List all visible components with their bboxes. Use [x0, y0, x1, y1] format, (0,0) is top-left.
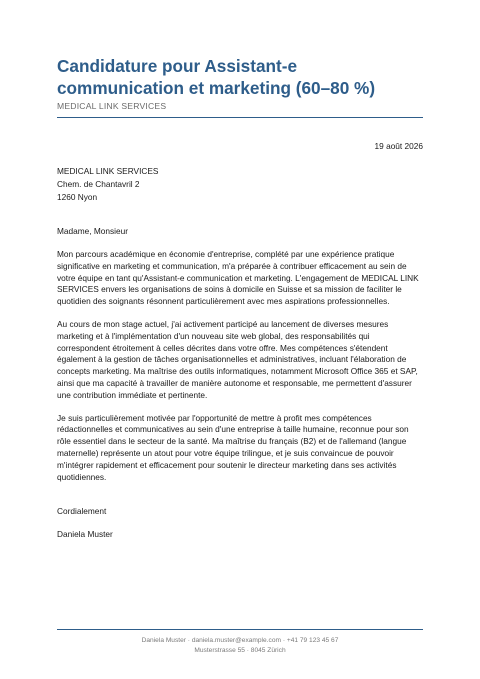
letter-title: Candidature pour Assistant-e communication et marketing (60–80 %) [57, 56, 376, 98]
body-paragraph: Mon parcours académique en économie d'entreprise, complété par une expérience pratique significative en marketing et communication, m'a préparée à contribuer efficacement au sein de votre équipe en tant qu'Assistant-e communication et marketing. L'engagement de MEDICAL LINK SERVICES envers les organisations de soins à domicile en Suisse et sa mission de faciliter le quotidien des soignants résonnent particulièrement avec mes aspirations professionnelles. [57, 249, 419, 307]
closing: Cordialement [57, 506, 107, 516]
header-divider [57, 117, 423, 118]
company-subtitle: MEDICAL LINK SERVICES [57, 101, 167, 111]
signature-name: Daniela Muster [57, 529, 113, 539]
body-paragraph: Je suis particulièrement motivée par l'opportunité de mettre à profit mes compétences rédactionnelles et communicatives au sein d'une entreprise à taille humaine, reconnue pour son rôle essentiel dans le secteur de la santé. Ma maîtrise du français (B2) et de l'allemand (langue maternelle) représente un atout pour votre équipe trilingue, et je suis convaincue de pouvoir m'intégrer rapidement et efficacement pour soutenir le directeur marketing dans ses activités quotidiennes. [57, 412, 409, 482]
footer-divider [57, 629, 423, 630]
body-paragraph: Au cours de mon stage actuel, j'ai activement participé au lancement de diverses mesures marketing et à l'implémentation d'un nouveau site web global, des responsabilités qui correspondent étroitement à celles décrites dans votre offre. Mes compétences s'étendent également à la gestion de tâches organisationnelles et administratives, incluant l'élaboration de concepts marketing. Ma maîtrise des outils informatiques, notamment Microsoft Office 365 et SAP, ainsi que ma capacité à travailler de manière autonome et responsable, me permettent d'assurer une contribution immédiate et pertinente. [57, 318, 418, 400]
recipient-name: MEDICAL LINK SERVICES [57, 166, 159, 176]
footer-contact: Daniela Muster · daniela.muster@example.com · +41 79 123 45 67 [141, 637, 339, 644]
footer [57, 636, 423, 656]
letter-page [57, 0, 423, 679]
letter-body [57, 249, 423, 494]
footer-address: Musterstrasse 55 · 8045 Zürich [194, 647, 286, 654]
recipient-street: Chem. de Chantavril 2 [57, 178, 140, 189]
letter-date: 19 août 2026 [374, 141, 423, 151]
salutation: Madame, Monsieur [57, 226, 129, 236]
recipient-city: 1260 Nyon [57, 191, 98, 202]
recipient-address [57, 165, 158, 203]
